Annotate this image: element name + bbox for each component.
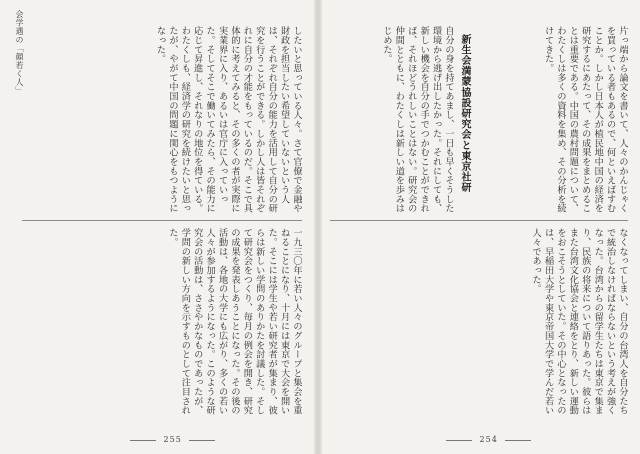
section-heading: 新生会満蒙協設研究会と東京社研	[459, 34, 470, 193]
running-head: 会学遇の「顔若く人」	[15, 10, 24, 95]
left-section-divider	[22, 220, 302, 221]
right-upper-text-1: 片っ端から論文を書いて、人々のかんじゃくを買っている者もあるので、何といえばすむことか。しかし日本人が植民地中国の経済を研究するにあたって、その成果をまとめることは重要である。中国の農村問題について、わたくしは多くの資料を集め、その分析を続けてきた。	[542, 26, 628, 213]
page-number-left: 255	[126, 435, 219, 444]
page-number-right: 254	[442, 435, 535, 444]
right-upper-text-2: 自分の身を持てあまし、一日も早くそうした環境から逃げ出したかった。それにしても、新しい機会を自分の手でつかむことができれば、それほどうれしいことはない。研究会の仲間とともに、わたくしは新しい道を歩みはじめた。	[380, 26, 454, 213]
left-upper-text: したいと思っている人々。さて官僚で金融や財政を担当したい希望していないという人は、それぞれ自分の能力を活用して自分の研究を行うことができる。しかし人は皆それぞれに自分の才能をもっているのだ。そこで具体的に考えてみると、その多くの者が実際に実業界に入り、あるいは官庁に入っていった。そしてそこで働いてみたら、その能力に応じて昇進し、それなりの地位を得ている。わたくしも、経済学の研究を続けたいと思ったが、やがて中国の問題に関心をもつようになった。	[154, 26, 302, 213]
binding-gutter	[314, 0, 322, 454]
right-lower-text: なくなってしまい、自分の台湾人を自分たちで統治しなければならないという考えが強くなった。台湾からの留学生たちは東京で集まり、民族の将来について語りあった。彼らはまた台湾文化協会と連絡をとり、新しい運動をおこそうとしていた。その中心となったのは、早稲田大学や東京帝国大学で学んだ若い人々であった。	[530, 228, 628, 415]
right-page	[322, 0, 640, 454]
left-lower-text: 一九三〇年に若い人々のグループと集会を重ねることになり、十月には東京で大会を開いた。そこには学生や若い研究者が集まり、彼らは新しい学問のありかたを討議した。そして研究会をつくり、毎月の例会を開き、研究の成果を発表しあうことになった。その後の活動は、各地の大学にも広がり、多くの若い人々が参加するようになった。このような研究会の活動は、ささやかなものであったが、学問の新しい方向を示すものとして注目された。	[166, 228, 302, 415]
left-page	[0, 0, 314, 454]
right-section-divider	[330, 220, 628, 221]
